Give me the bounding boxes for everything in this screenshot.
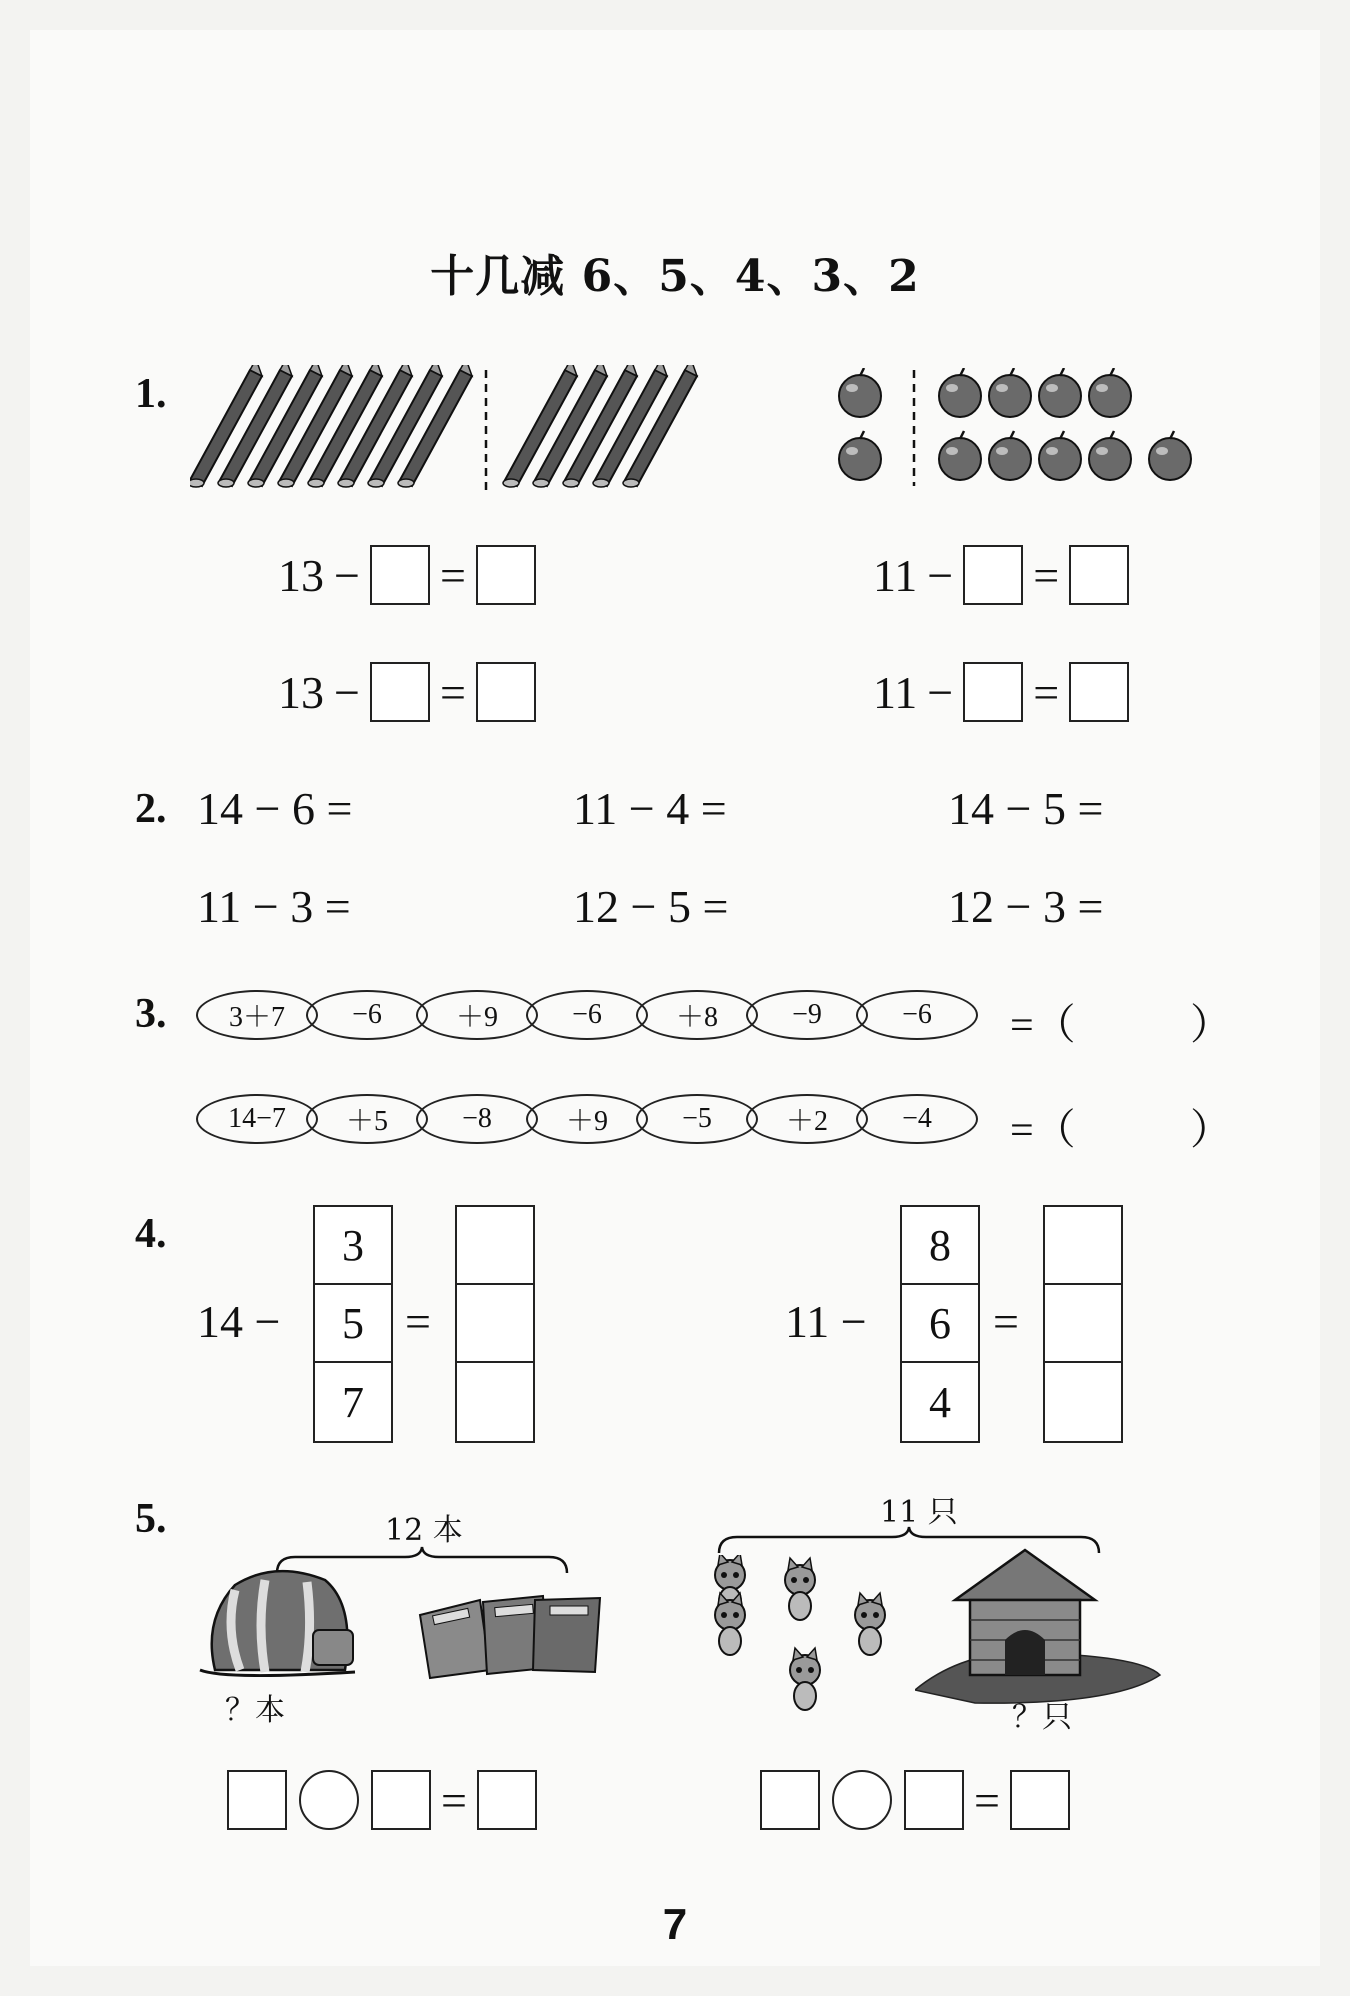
- equals-sign: =: [1033, 666, 1060, 718]
- q4-right-subtrahend-column: [900, 1205, 980, 1443]
- total-books-label: 12 本: [385, 1513, 463, 1548]
- page-number: 7: [662, 1900, 688, 1949]
- q1-right-equation-2: [873, 662, 1129, 722]
- subtrahend-cell: 3: [315, 1207, 391, 1285]
- minus-sign: −: [927, 666, 954, 718]
- doghouse-icon: [915, 1545, 1165, 1705]
- q2-expression: 14 − 5 =: [948, 783, 1104, 834]
- chain-oval: −6: [856, 990, 978, 1040]
- q2-expression: 11 − 3 =: [197, 881, 351, 932]
- q4-left-answer-column: [455, 1205, 535, 1443]
- answer-cell[interactable]: [457, 1285, 533, 1363]
- q2-expression: 12 − 3 =: [948, 881, 1104, 932]
- q5-right-equation: [760, 1770, 1070, 1830]
- subtrahend-cell: 7: [342, 1377, 364, 1427]
- equals-sign: =: [441, 1774, 467, 1826]
- minus-sign: −: [334, 666, 360, 718]
- cats-icon: [710, 1555, 910, 1720]
- answer-box[interactable]: [1010, 1770, 1070, 1830]
- chain-oval: ＋2: [746, 1094, 868, 1144]
- chain-oval: 14−7: [196, 1094, 318, 1144]
- q2-expression: 14 − 6 =: [197, 783, 353, 834]
- pencils-illustration: [190, 365, 710, 495]
- answer-box[interactable]: [370, 662, 430, 722]
- answer-blank[interactable]: [1080, 995, 1180, 1041]
- chain-oval: −6: [306, 990, 428, 1040]
- result-open-paren: =（: [1010, 1108, 1076, 1154]
- answer-box[interactable]: [371, 1770, 431, 1830]
- answer-cell[interactable]: [1045, 1285, 1121, 1363]
- question-2-number: 2.: [135, 786, 167, 832]
- equals-sign: =: [439, 666, 466, 718]
- unknown-books-label: ？本: [225, 1693, 285, 1728]
- subtrahend-cell: 6: [902, 1285, 978, 1363]
- equals-sign: =: [974, 1774, 1000, 1826]
- question-5-number: 5.: [135, 1496, 167, 1542]
- equals-sign: =: [1033, 549, 1060, 601]
- question-1-number: 1.: [135, 371, 167, 417]
- minuend: 11: [873, 549, 918, 601]
- answer-box[interactable]: [963, 545, 1023, 605]
- subtrahend-cell: 8: [902, 1207, 978, 1285]
- result-close-paren: ）: [1190, 1003, 1233, 1049]
- answer-box[interactable]: [477, 1770, 537, 1830]
- chain-oval: ＋8: [636, 990, 758, 1040]
- q1-right-equation-1: [873, 545, 1129, 605]
- q5-left-equation: [227, 1770, 537, 1830]
- answer-cell[interactable]: [1045, 1363, 1121, 1441]
- answer-box[interactable]: [904, 1770, 964, 1830]
- answer-box[interactable]: [1069, 545, 1129, 605]
- backpack-icon: [195, 1560, 365, 1685]
- chain-oval: −8: [416, 1094, 538, 1144]
- chain-oval: −5: [636, 1094, 758, 1144]
- answer-cell[interactable]: [457, 1207, 533, 1285]
- minus-sign: −: [334, 549, 360, 601]
- unknown-cats-label: ？只: [1012, 1700, 1072, 1735]
- q4-left-subtrahend-column: [313, 1205, 393, 1443]
- minuend: 13: [278, 549, 324, 601]
- answer-box[interactable]: [227, 1770, 287, 1830]
- apples-illustration: [838, 368, 1218, 488]
- chain-oval: ＋9: [526, 1094, 648, 1144]
- chain-oval: −4: [856, 1094, 978, 1144]
- q4-right-prefix: 11 −: [785, 1296, 867, 1347]
- q1-left-equation-2: [278, 662, 536, 722]
- operator-circle[interactable]: [832, 1770, 892, 1830]
- result-close-paren: ）: [1190, 1108, 1233, 1154]
- q4-left-prefix: 14 −: [197, 1296, 281, 1347]
- equals-sign: =: [439, 549, 466, 601]
- equals-sign: =: [993, 1296, 1019, 1347]
- question-3-number: 3.: [135, 991, 167, 1037]
- result-open-paren: =（: [1010, 1003, 1076, 1049]
- q3-chain-2: [196, 1094, 978, 1144]
- answer-box[interactable]: [1069, 662, 1129, 722]
- answer-box[interactable]: [370, 545, 430, 605]
- subtrahend-cell: 5: [315, 1285, 391, 1363]
- chain-oval: ＋5: [306, 1094, 428, 1144]
- answer-box[interactable]: [476, 662, 536, 722]
- books-icon: [415, 1590, 610, 1680]
- operator-circle[interactable]: [299, 1770, 359, 1830]
- q2-expression: 11 − 4 =: [573, 783, 727, 834]
- answer-cell[interactable]: [1045, 1207, 1121, 1285]
- chain-oval: 3＋7: [196, 990, 318, 1040]
- chain-oval: −9: [746, 990, 868, 1040]
- minuend: 11: [873, 666, 918, 718]
- subtrahend-cell: 4: [929, 1377, 951, 1427]
- chain-oval: ＋9: [416, 990, 538, 1040]
- chain-oval: −6: [526, 990, 648, 1040]
- equals-sign: =: [405, 1296, 431, 1347]
- q1-left-equation-1: [278, 545, 536, 605]
- page-title: 十几减 6、5、4、3、2: [430, 251, 920, 302]
- answer-blank[interactable]: [1080, 1100, 1180, 1146]
- minus-sign: −: [927, 549, 954, 601]
- total-cats-label: 11 只: [880, 1495, 958, 1530]
- minuend: 13: [278, 666, 324, 718]
- q4-right-answer-column: [1043, 1205, 1123, 1443]
- answer-cell[interactable]: [457, 1363, 533, 1441]
- q2-expression: 12 − 5 =: [573, 881, 729, 932]
- answer-box[interactable]: [760, 1770, 820, 1830]
- answer-box[interactable]: [963, 662, 1023, 722]
- question-4-number: 4.: [135, 1211, 167, 1257]
- q3-chain-1: [196, 990, 978, 1040]
- answer-box[interactable]: [476, 545, 536, 605]
